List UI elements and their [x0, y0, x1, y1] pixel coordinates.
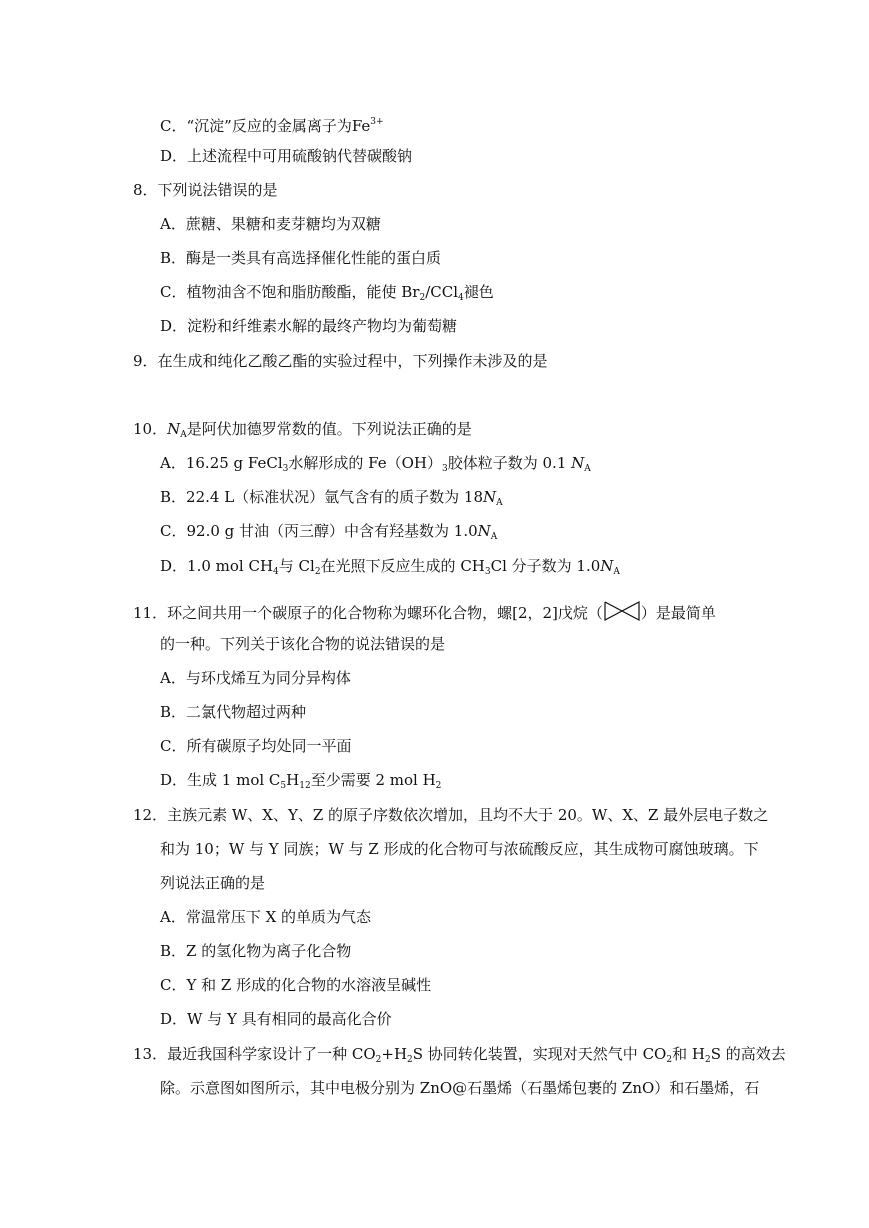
q12-option-d: D．W 与 Y 具有相同的最高化合价: [160, 1010, 392, 1028]
q12-option-a: A．常温常压下 X 的单质为气态: [160, 908, 372, 926]
q10-option-c: C．92.0 g 甘油（丙三醇）中含有羟基数为 $1.0N_A$: [160, 522, 498, 542]
q10-stem: 10．$N_A$是阿伏加德罗常数的值。下列说法正确的是: [133, 420, 472, 440]
q11-stem-line1: 11．环之间共用一个碳原子的化合物称为螺环化合物，螺[2，2]戊烷（ ）是最简单: [133, 600, 716, 623]
q12-option-c: C．Y 和 Z 形成的化合物的水溶液呈碱性: [160, 976, 432, 994]
q12-stem-line3: 列说法正确的是: [160, 874, 266, 892]
q8-stem: 8．下列说法错误的是: [133, 181, 278, 199]
q12-stem-line1: 12．主族元素 W、X、Y、Z 的原子序数依次增加，且均不大于 20。W、X、Z 最外层电子数之: [133, 806, 769, 824]
q9-stem: 9．在生成和纯化乙酸乙酯的实验过程中，下列操作未涉及的是: [133, 352, 548, 370]
q12-stem-line2: 和为 10；W 与 Y 同族；W 与 Z 形成的化合物可与浓硫酸反应，其生成物可腐蚀玻璃。下: [160, 840, 759, 858]
q11-option-b: B．二氯代物超过两种: [160, 703, 307, 721]
q13-stem-line2: 除。示意图如图所示，其中电极分别为 ZnO@石墨烯（石墨烯包裹的 ZnO）和石墨烯，石: [160, 1079, 760, 1097]
q10-option-a: A．16.25 g FeCl$_3$水解形成的 $Fe(OH)_3$胶体粒子数为 0.1 $N_A$: [160, 454, 591, 474]
q13-stem-line1: 13．最近我国科学家设计了一种 $CO_2+H_2S$ 协同转化装置，实现对天然气中 $CO_2$和 $H_2S$ 的高效去: [133, 1045, 786, 1065]
q12-option-b: B．Z 的氢化物为离子化合物: [160, 942, 352, 960]
q11-option-a: A．与环戊烯互为同分异构体: [160, 669, 351, 687]
q11-stem-line2: 的一种。下列关于该化合物的说法错误的是: [160, 635, 446, 653]
q11-option-c: C．所有碳原子均处同一平面: [160, 737, 352, 755]
q8-option-c: C．植物油含不饱和脂肪酸酯，能使 $Br_2/CCl_4$褪色: [160, 283, 494, 303]
q7-option-c: C．“沉淀”反应的金属离子为$Fe^{3+}$: [160, 117, 384, 135]
spiropentane-structure-icon: [603, 600, 641, 622]
q8-option-d: D．淀粉和纤维素水解的最终产物均为葡萄糖: [160, 317, 458, 335]
q10-option-d: D．1.0 mol $CH_4$与 $Cl_2$在光照下反应生成的 $CH_3Cl$ 分子数为 $1.0N_A$: [160, 557, 620, 577]
q8-option-b: B．酶是一类具有高选择催化性能的蛋白质: [160, 249, 442, 267]
q10-option-b: B．22.4 L（标准状况）氩气含有的质子数为 $18N_A$: [160, 488, 503, 508]
q11-option-d: D．生成 1 mol $C_5H_{12}$至少需要 2 mol $H_2$: [160, 771, 442, 791]
q7-option-d: D．上述流程中可用硫酸钠代替碳酸钠: [160, 147, 413, 165]
q8-option-a: A．蔗糖、果糖和麦芽糖均为双糖: [160, 215, 381, 233]
